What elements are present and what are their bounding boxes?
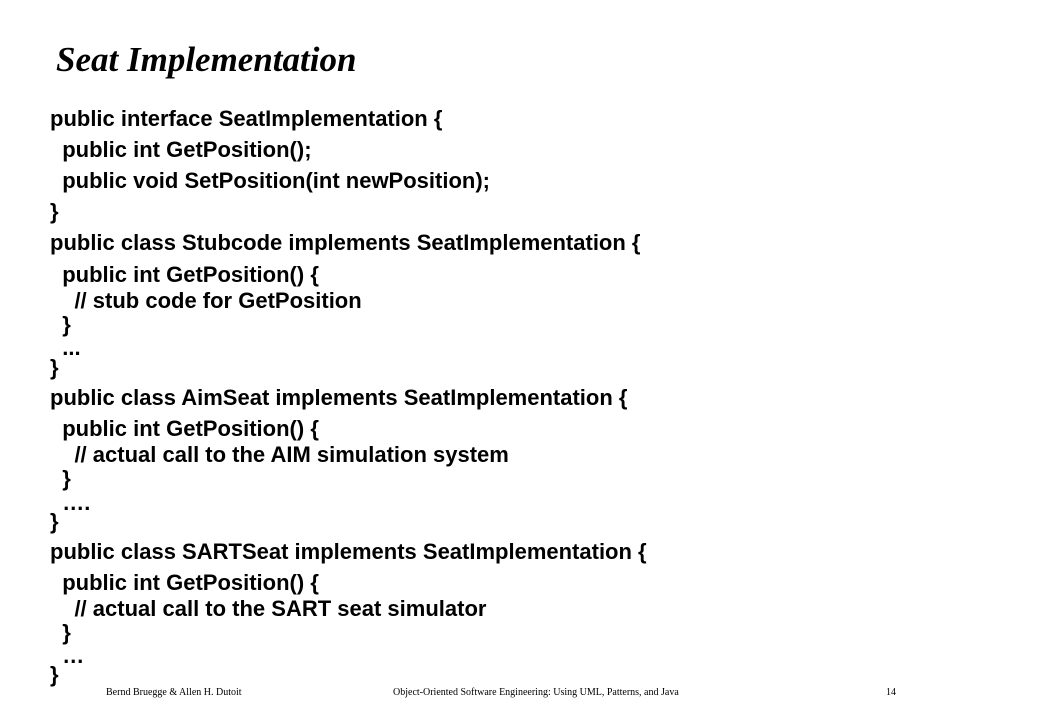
code-line: }	[50, 620, 71, 645]
code-line: }	[50, 199, 59, 224]
code-line: // actual call to the SART seat simulator	[50, 596, 487, 621]
code-line: ...	[50, 335, 81, 360]
code-block	[48, 0, 1028, 720]
code-line: ….	[50, 490, 91, 515]
footer-book: Object-Oriented Software Engineering: Using UML, Patterns, and Java	[393, 687, 679, 698]
code-line: public int GetPosition();	[50, 137, 312, 162]
slide-title: Seat Implementation	[56, 40, 357, 79]
code-line: public int GetPosition() {	[50, 416, 319, 441]
code-line: public class Stubcode implements SeatImplementation {	[50, 230, 641, 255]
code-line: …	[50, 643, 85, 668]
code-line: }	[50, 509, 59, 534]
code-line: // stub code for GetPosition	[50, 288, 362, 313]
code-line: }	[50, 312, 71, 337]
code-line: // actual call to the AIM simulation system	[50, 442, 509, 467]
code-line: }	[50, 355, 59, 380]
code-line: public int GetPosition() {	[50, 262, 319, 287]
code-line: public class SARTSeat implements SeatImplementation {	[50, 539, 647, 564]
code-line: public int GetPosition() {	[50, 570, 319, 595]
code-line: public void SetPosition(int newPosition);	[50, 168, 490, 193]
code-line: public interface SeatImplementation {	[50, 106, 443, 131]
code-line: public class AimSeat implements SeatImplementation {	[50, 385, 628, 410]
code-line: }	[50, 466, 71, 491]
code-line: }	[50, 662, 59, 687]
page-number: 14	[886, 687, 896, 698]
footer-authors: Bernd Bruegge & Allen H. Dutoit	[106, 687, 242, 698]
